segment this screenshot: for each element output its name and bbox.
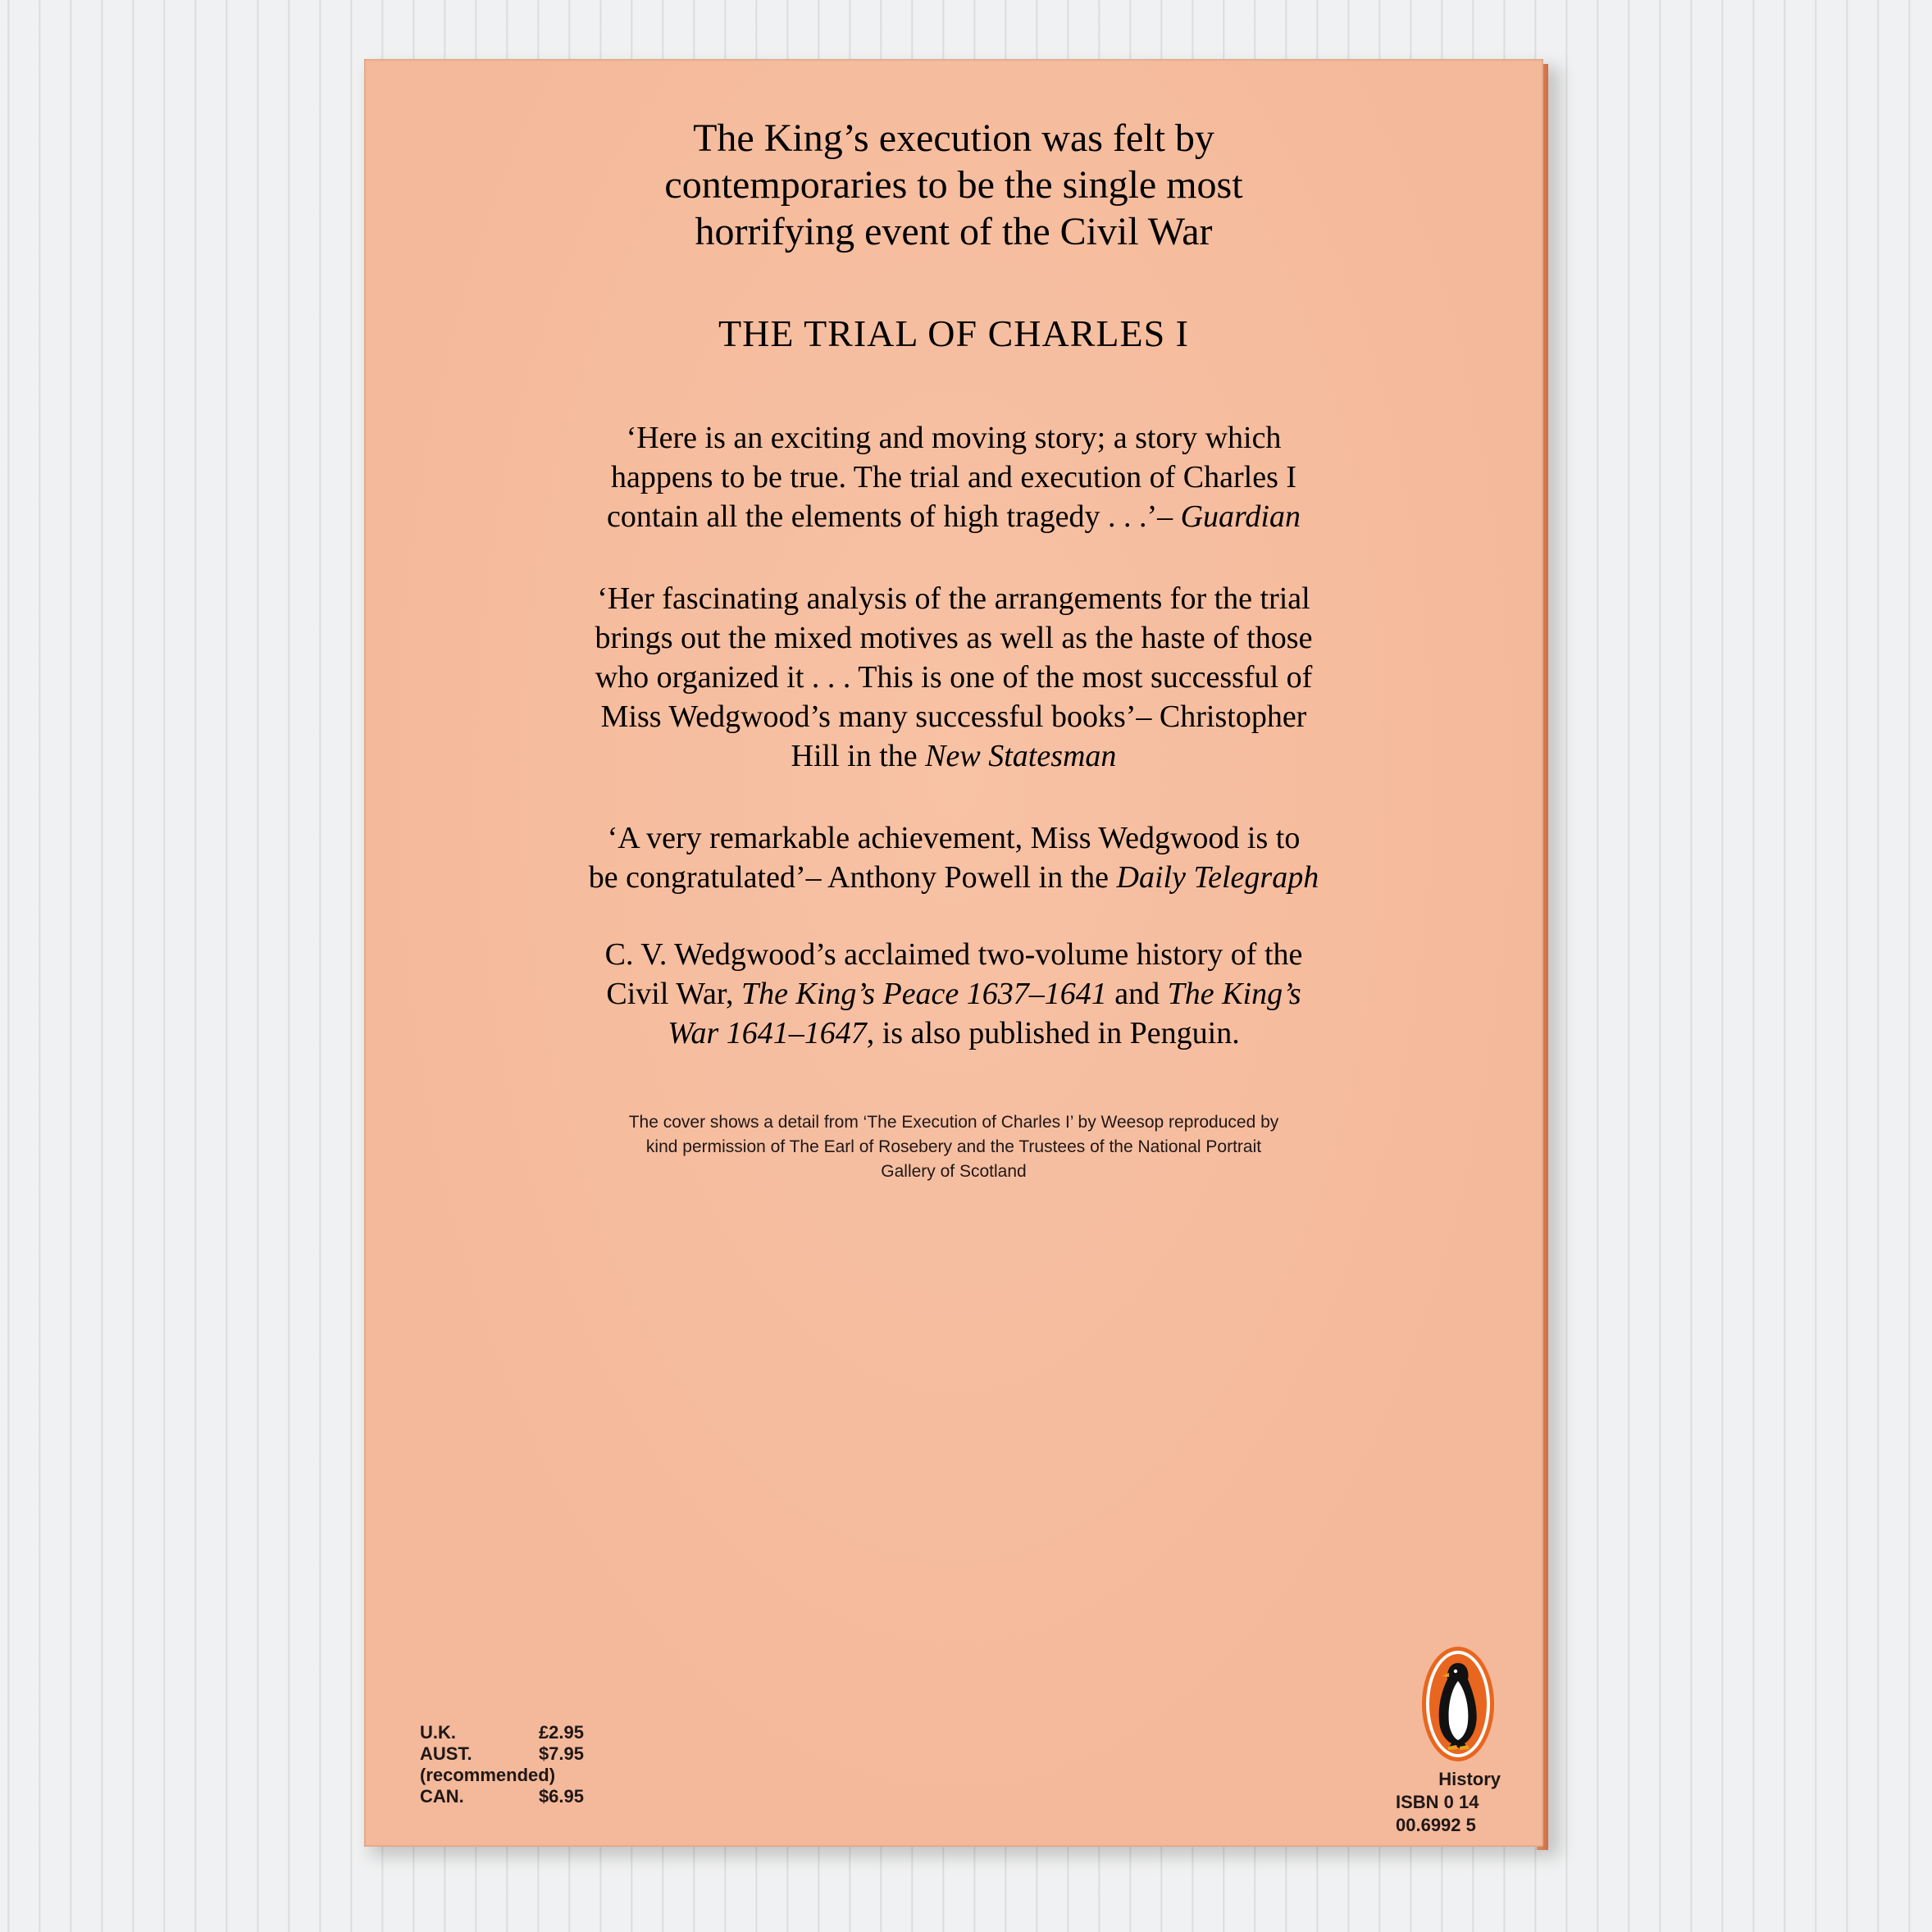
note-text: , is also published in Penguin. [866,1016,1240,1050]
book-title-italic: The King’s [1167,977,1301,1011]
quote-line: ‘Her fascinating analysis of the arrangements for the trial [597,581,1310,616]
review-quote-new-statesman [541,579,1366,776]
quote-source: Daily Telegraph [1116,860,1319,895]
quote-line [541,736,1366,776]
price-list [420,1722,584,1807]
quote-line: ‘Here is an exciting and moving story; a story which [626,421,1282,455]
quote-text: Hill in the [791,739,926,773]
credit-line: The cover shows a detail from ‘The Execution of Charles I’ by Weesop reproduced by [628,1113,1279,1132]
note-text: Civil War, [606,977,742,1011]
penguin-icon [1420,1645,1496,1763]
quote-line: happens to be true. The trial and execution of Charles I [610,460,1297,494]
quote-source: New Statesman [925,739,1117,773]
publisher-info [1394,1768,1501,1837]
price-label: CAN. [420,1786,464,1807]
note-line [541,974,1366,1014]
isbn-line: 00.6992 5 [1396,1815,1476,1835]
price-row [420,1765,584,1786]
credit-line: Gallery of Scotland [881,1162,1027,1181]
quote-line [541,497,1366,536]
book-title-italic: The King’s Peace 1637–1641 [741,977,1107,1011]
price-label: AUST. [420,1743,472,1764]
quote-line: who organized it . . . This is one of the most successful of [595,660,1313,695]
quote-source: Guardian [1180,499,1301,534]
note-text: and [1106,977,1168,1011]
book-title: THE TRIAL OF CHARLES I [718,312,1189,354]
quote-text: contain all the elements of high tragedy . . .’– [606,499,1181,534]
price-label: U.K. [420,1722,456,1743]
price-value: $6.95 [538,1786,584,1807]
note-line: C. V. Wedgwood’s acclaimed two-volume history of the [604,937,1303,972]
quote-line: Miss Wedgwood’s many successful books’– Christopher [600,699,1307,734]
price-row [420,1743,584,1765]
review-quote-guardian [541,418,1366,536]
quote-line [541,858,1366,897]
tagline [574,115,1333,255]
review-quote-daily-telegraph [541,818,1366,897]
price-row [420,1722,584,1743]
tagline-line: contemporaries to be the single most [664,163,1243,207]
cover-credit [558,1110,1350,1184]
category-label: History [1438,1769,1501,1789]
tagline-line: The King’s execution was felt by [693,116,1214,160]
price-row [420,1786,584,1807]
credit-line: kind permission of The Earl of Rosebery and the Trustees of the National Portrait [645,1137,1262,1156]
price-label: (recommended) [420,1765,556,1785]
quote-text: be congratulated’– Anthony Powell in the [588,860,1117,895]
price-value: £2.95 [538,1722,584,1743]
price-value: $7.95 [538,1743,584,1764]
note-line [541,1014,1366,1053]
book-title-italic: War 1641–1647 [668,1016,867,1050]
quote-line: brings out the mixed motives as well as the haste of those [595,621,1313,655]
quote-line: ‘A very remarkable achievement, Miss Wedgwood is to [607,821,1301,855]
also-published-note [541,935,1366,1053]
tagline-line: horrifying event of the Civil War [695,210,1213,253]
isbn-line: ISBN 0 14 [1396,1792,1479,1812]
